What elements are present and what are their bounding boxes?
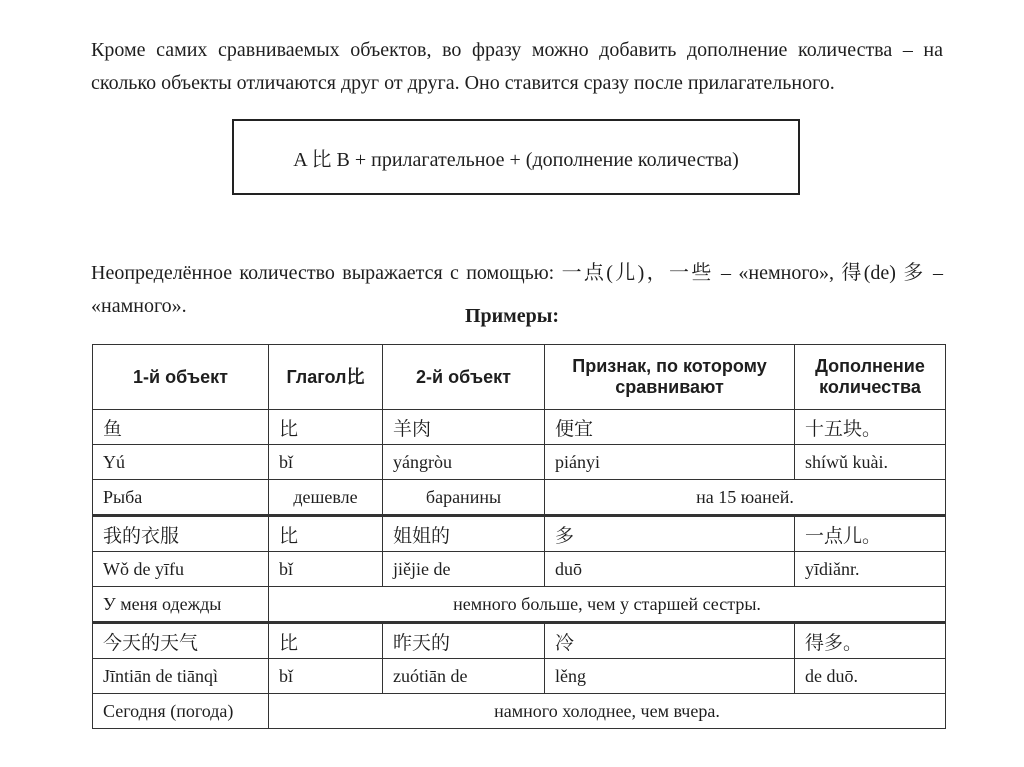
table-header-row [93,345,946,410]
table-cell: zuótiān de [383,659,545,694]
table-cell: на 15 юаней. [545,480,946,516]
header-verb: Глагол比 [269,345,383,410]
table-cell: Jīntiān de tiānqì [93,659,269,694]
table-cell: 姐姐的 [383,516,545,552]
table-cell: 鱼 [93,410,269,445]
table-row-translation [93,587,946,623]
table-cell: немного больше, чем у старшей сестры. [269,587,946,623]
table-cell: 便宜 [545,410,795,445]
table-cell: 一点儿。 [795,516,946,552]
table-cell: Wǒ de yīfu [93,552,269,587]
header-quantity: Дополнение количества [795,345,946,410]
intro-paragraph: Кроме самих сравниваемых объектов, во фразу можно добавить дополнение количества – на сколько объекты отличаются друг от друга. Оно ставится сразу после прилагательного. [91,39,943,94]
table-cell: 昨天的 [383,623,545,659]
table-cell: 比 [269,410,383,445]
table-row-pinyin [93,659,946,694]
table-cell: 多 [545,516,795,552]
table-cell: lěng [545,659,795,694]
table-cell: piányi [545,445,795,480]
table-cell: yīdiǎnr. [795,552,946,587]
table-cell: 比 [269,623,383,659]
table-cell: de duō. [795,659,946,694]
header-attribute: Признак, по которому сравнивают [545,345,795,410]
table-row-pinyin [93,552,946,587]
examples-table [92,344,946,729]
table-cell: баранины [383,480,545,516]
table-cell: Yú [93,445,269,480]
table-row-hanzi [93,516,946,552]
table-row-translation [93,694,946,729]
table-cell: jiějie de [383,552,545,587]
table-cell: 得多。 [795,623,946,659]
table-cell: duō [545,552,795,587]
table-row-translation [93,480,946,516]
table-row-pinyin [93,445,946,480]
formula-box [232,119,800,195]
table-cell: bǐ [269,445,383,480]
table-cell: 我的衣服 [93,516,269,552]
table-cell: shíwǔ kuài. [795,445,946,480]
table-cell: bǐ [269,659,383,694]
table-cell: намного холоднее, чем вчера. [269,694,946,729]
table-cell: 羊肉 [383,410,545,445]
table-cell: 十五块。 [795,410,946,445]
header-second-object: 2-й объект [383,345,545,410]
table-cell: Рыба [93,480,269,516]
table-cell: У меня одежды [93,587,269,623]
table-row-hanzi [93,623,946,659]
table-cell: bǐ [269,552,383,587]
table-cell: 冷 [545,623,795,659]
formula-text: A 比 B + прилагательное + (дополнение количества) [293,148,739,171]
table-cell: yángròu [383,445,545,480]
table-cell: 比 [269,516,383,552]
indefinite-quantity-paragraph: Неопределённое количество выражается с помощью: 一点(儿)，一些 – «немного», 得(de) 多 – «намного». [91,262,943,317]
examples-heading: Примеры: [464,305,560,327]
table-cell: 今天的天气 [93,623,269,659]
table-row-hanzi [93,410,946,445]
table-cell: дешевле [269,480,383,516]
table-cell: Сегодня (погода) [93,694,269,729]
header-first-object: 1-й объект [93,345,269,410]
